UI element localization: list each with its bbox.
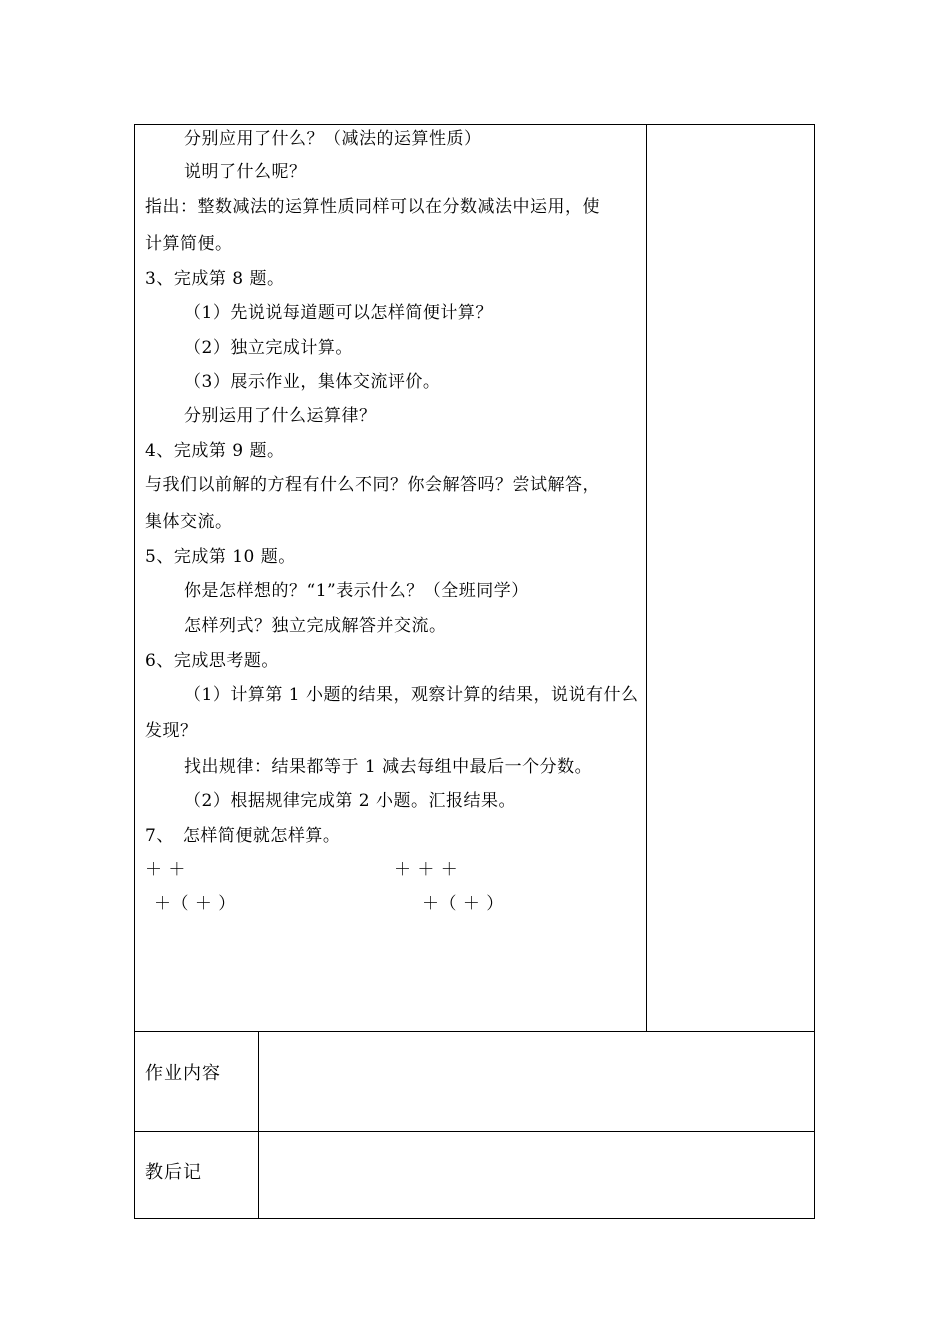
content-line: 说明了什么呢？: [184, 162, 307, 182]
label-column-divider: [258, 1031, 259, 1219]
content-line: 7、 怎样简便就怎样算。: [145, 826, 341, 846]
expression-left-1: ＋ ＋: [145, 860, 186, 880]
content-line: （3）展示作业，集体交流评价。: [184, 372, 441, 392]
homework-label: 作业内容: [145, 1063, 221, 1084]
content-line: （1）先说说每道题可以怎样简便计算？: [184, 303, 493, 323]
expression-left-2: ＋（ ＋ ）: [154, 894, 236, 914]
content-line: 指出：整数减法的运算性质同样可以在分数减法中运用，使: [145, 197, 600, 217]
content-line: （2）独立完成计算。: [184, 338, 353, 358]
row-divider-homework: [134, 1031, 815, 1032]
content-line: 6、完成思考题。: [145, 651, 279, 671]
expression-right-1: ＋ ＋ ＋: [394, 860, 459, 880]
content-line: 怎样列式？独立完成解答并交流。: [184, 616, 447, 636]
column-divider: [646, 124, 647, 1031]
expression-right-2: ＋（ ＋ ）: [422, 894, 504, 914]
content-line: 3、完成第 8 题。: [145, 269, 285, 289]
content-line: 找出规律：结果都等于 1 减去每组中最后一个分数。: [184, 757, 593, 777]
row-divider-reflection: [134, 1131, 815, 1132]
content-line: 分别运用了什么运算律？: [184, 406, 377, 426]
content-line: 与我们以前解的方程有什么不同？你会解答吗？尝试解答，: [145, 475, 600, 495]
reflection-label: 教后记: [145, 1162, 202, 1183]
content-line: 你是怎样想的？“1”表示什么？（全班同学）: [184, 581, 529, 601]
content-line: （1）计算第 1 小题的结果，观察计算的结果，说说有什么: [184, 685, 639, 705]
content-line: 4、完成第 9 题。: [145, 441, 285, 461]
content-line: 5、完成第 10 题。: [145, 547, 296, 567]
content-line: 集体交流。: [145, 512, 233, 532]
content-line: （2）根据规律完成第 2 小题。汇报结果。: [184, 791, 516, 811]
content-line: 发现？: [145, 721, 198, 741]
content-line: 计算简便。: [145, 234, 233, 254]
content-line: 分别应用了什么？（减法的运算性质）: [184, 129, 482, 149]
